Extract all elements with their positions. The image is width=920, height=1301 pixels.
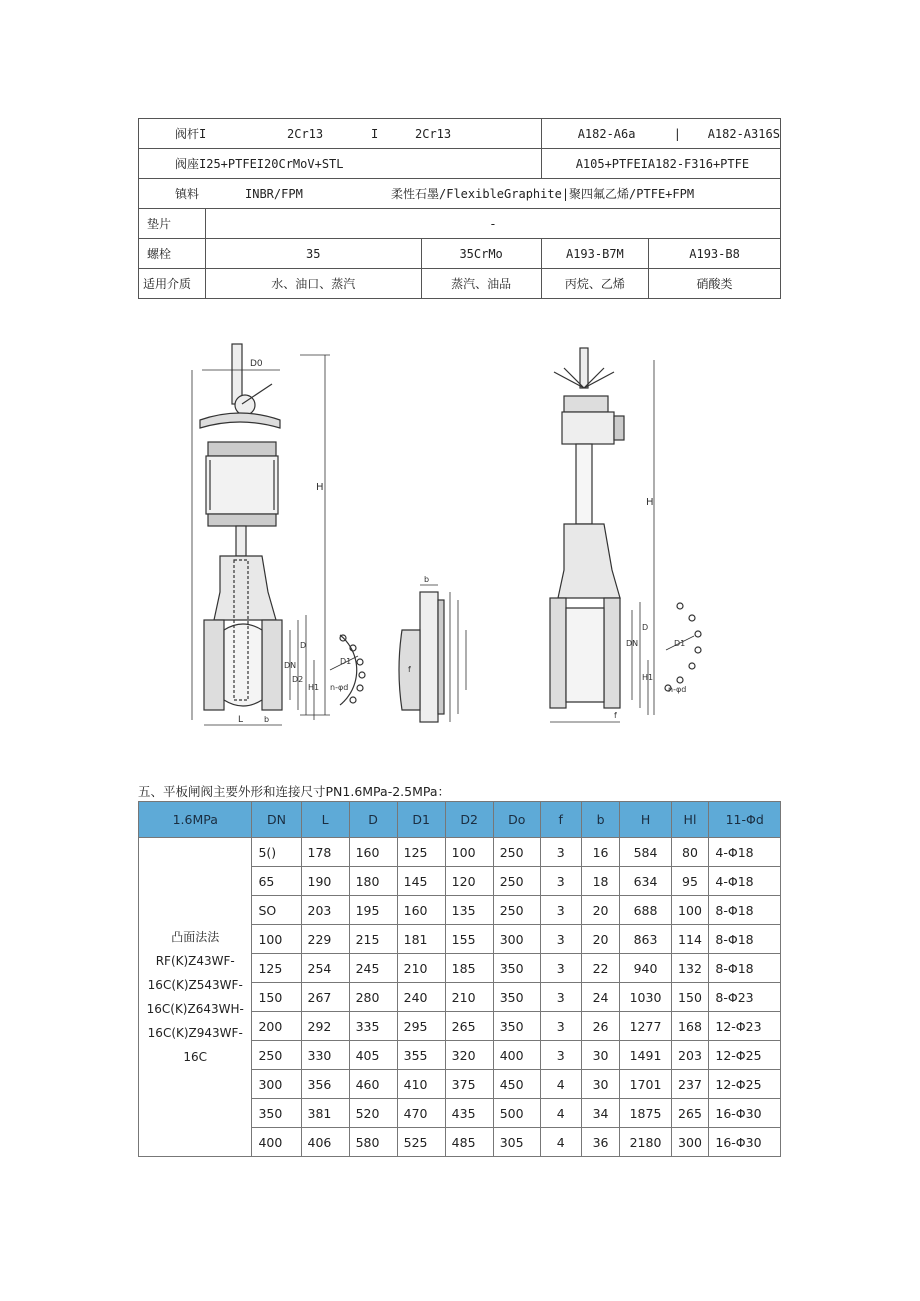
table-cell: 265 (671, 1099, 709, 1128)
header-dn: DN (252, 802, 301, 838)
table-cell: 300 (671, 1128, 709, 1157)
stem-separator: I (371, 126, 379, 141)
table-cell: 12-Φ25 (709, 1070, 781, 1099)
bolt-material-4: A193-B8 (689, 246, 740, 261)
table-cell: 100 (252, 925, 301, 954)
stem-left-cell (139, 119, 542, 149)
medium-cell-2 (421, 269, 541, 299)
table-cell: 4-Φ18 (709, 838, 781, 867)
table-cell: 3 (540, 838, 581, 867)
bolt-material-1: 35 (306, 246, 321, 261)
table-cell: 22 (581, 954, 620, 983)
model-line: 凸面法法 (171, 930, 220, 944)
table-cell: 16 (581, 838, 620, 867)
table-cell: 65 (252, 867, 301, 896)
table-cell: 20 (581, 925, 620, 954)
bolt-label-cell (139, 239, 206, 269)
header-d1: D1 (397, 802, 445, 838)
label-h: H (316, 482, 324, 493)
stem-material-3: A182-A6a (577, 126, 636, 141)
table-cell: 210 (445, 983, 493, 1012)
table-cell: 863 (620, 925, 671, 954)
table-cell: 26 (581, 1012, 620, 1041)
table-cell: 3 (540, 954, 581, 983)
table-cell: 355 (397, 1041, 445, 1070)
label-nd-electric: n-φd (668, 685, 687, 694)
table-cell: 335 (349, 1012, 397, 1041)
table-cell: SO (252, 896, 301, 925)
medium-value-3: 丙烷、乙烯 (564, 277, 625, 291)
bolt-label: 螺栓 (147, 247, 172, 261)
seat-label: 阀座I25+PTFEI20CrMoV+STL (175, 157, 344, 171)
table-cell: 203 (301, 896, 349, 925)
model-line: RF(K)Z43WF- (155, 954, 235, 968)
dimensions-table (138, 801, 781, 1157)
table-cell: 1701 (620, 1070, 671, 1099)
table-cell: 160 (349, 838, 397, 867)
table-cell: 688 (620, 896, 671, 925)
medium-value-4: 硝酸类 (696, 277, 733, 291)
table-cell: 584 (620, 838, 671, 867)
table-cell: 34 (581, 1099, 620, 1128)
table-cell: 80 (671, 838, 709, 867)
header-d: D (349, 802, 397, 838)
table-cell: 634 (620, 867, 671, 896)
label-d1-electric: D1 (674, 639, 686, 648)
table-cell: 181 (397, 925, 445, 954)
bolt-cell-1 (205, 239, 421, 269)
gasket-value: - (490, 216, 496, 231)
stem-row (139, 119, 781, 149)
table-cell: 203 (671, 1041, 709, 1070)
table-cell: 525 (397, 1128, 445, 1157)
table-cell: 405 (349, 1041, 397, 1070)
medium-label-cell (139, 269, 206, 299)
table-cell: 3 (540, 867, 581, 896)
table-cell: 350 (493, 983, 540, 1012)
header-b: b (581, 802, 620, 838)
label-d: D (300, 641, 307, 650)
table-cell: 1030 (620, 983, 671, 1012)
header-f: f (540, 802, 581, 838)
table-cell: 168 (671, 1012, 709, 1041)
table-cell: 8-Φ18 (709, 925, 781, 954)
table-cell: 320 (445, 1041, 493, 1070)
table-cell: 3 (540, 1041, 581, 1070)
stem-material-2: 2Cr13 (415, 126, 452, 141)
table-cell: 120 (445, 867, 493, 896)
filler-row (139, 179, 781, 209)
table-cell: 18 (581, 867, 620, 896)
table-cell: 135 (445, 896, 493, 925)
bolt-cell-3 (541, 239, 648, 269)
table-cell: 4 (540, 1128, 581, 1157)
medium-value-1: 水、油口、蒸汽 (271, 277, 356, 291)
table-cell: 940 (620, 954, 671, 983)
table-cell: 254 (301, 954, 349, 983)
table-cell: 250 (493, 838, 540, 867)
stem-right-cell (541, 119, 780, 149)
valve-drawing (180, 330, 720, 750)
header-h: H (620, 802, 671, 838)
table-cell: 8-Φ18 (709, 896, 781, 925)
label-b-side: b (424, 575, 430, 584)
table-cell: 95 (671, 867, 709, 896)
medium-row (139, 269, 781, 299)
table-cell: 178 (301, 838, 349, 867)
label-l: L (238, 715, 244, 725)
table-cell: 350 (252, 1099, 301, 1128)
table-cell: 145 (397, 867, 445, 896)
label-h1: H1 (308, 683, 320, 692)
table-cell: 8-Φ23 (709, 983, 781, 1012)
model-line: 16C(K)Z643WH- (146, 1002, 244, 1016)
table-cell: 1277 (620, 1012, 671, 1041)
table-cell: 237 (671, 1070, 709, 1099)
header-pressure: 1.6MPa (139, 802, 252, 838)
label-f-side: f (408, 665, 411, 674)
table-cell: 400 (493, 1041, 540, 1070)
table-cell: 520 (349, 1099, 397, 1128)
table-cell: 381 (301, 1099, 349, 1128)
table-cell: 450 (493, 1070, 540, 1099)
section-title: 五、平板闸阀主要外形和连接尺寸PN1.6MPa-2.5MPa： (138, 784, 451, 799)
flange-side-figure (399, 575, 466, 722)
table-cell: 114 (671, 925, 709, 954)
label-nd: n-φd (330, 683, 349, 692)
table-cell: 435 (445, 1099, 493, 1128)
header-l: L (301, 802, 349, 838)
table-cell: 300 (252, 1070, 301, 1099)
gasket-value-cell (205, 209, 780, 239)
table-cell: 16-Φ30 (709, 1099, 781, 1128)
medium-cell-4 (649, 269, 781, 299)
table-cell: 485 (445, 1128, 493, 1157)
medium-cell-3 (541, 269, 648, 299)
table-cell: 190 (301, 867, 349, 896)
seat-left-cell (139, 149, 542, 179)
table-cell: 460 (349, 1070, 397, 1099)
table-cell: 185 (445, 954, 493, 983)
stem-label: 阀杆I (175, 127, 207, 141)
table-cell: 350 (493, 954, 540, 983)
table-cell: 4 (540, 1099, 581, 1128)
table-cell: 125 (397, 838, 445, 867)
stem-material-4: A182-A316S (707, 126, 780, 141)
bolt-material-3: A193-B7M (565, 246, 624, 261)
bolt-cell-2 (421, 239, 541, 269)
table-cell: 267 (301, 983, 349, 1012)
bolt-row (139, 239, 781, 269)
table-cell: 150 (252, 983, 301, 1012)
header-h1: Hl (671, 802, 709, 838)
table-cell: 2180 (620, 1128, 671, 1157)
table-cell: 150 (671, 983, 709, 1012)
materials-table (138, 118, 781, 299)
table-row (139, 838, 781, 867)
table-cell: 125 (252, 954, 301, 983)
table-cell: 3 (540, 983, 581, 1012)
label-f-electric: f (614, 711, 617, 720)
table-cell: 250 (493, 867, 540, 896)
table-cell: 1875 (620, 1099, 671, 1128)
filler-material-2: 柔性石墨/FlexibleGraphite|聚四氟乙烯/PTFE+FPM (391, 187, 695, 201)
label-dn: DN (284, 661, 297, 670)
seat-right-cell (541, 149, 780, 179)
table-cell: 305 (493, 1128, 540, 1157)
stem-material-1: 2Cr13 (287, 126, 324, 141)
model-line: 16C(K)Z543WF- (147, 978, 243, 992)
table-cell: 20 (581, 896, 620, 925)
header-d2: D2 (445, 802, 493, 838)
table-cell: 4 (540, 1070, 581, 1099)
table-cell: 1491 (620, 1041, 671, 1070)
gasket-row (139, 209, 781, 239)
gasket-label-cell (139, 209, 206, 239)
table-cell: 180 (349, 867, 397, 896)
table-cell: 410 (397, 1070, 445, 1099)
electric-valve-figure (550, 348, 701, 722)
table-cell: 3 (540, 896, 581, 925)
table-cell: 200 (252, 1012, 301, 1041)
table-cell: 12-Φ23 (709, 1012, 781, 1041)
table-cell: 30 (581, 1070, 620, 1099)
table-cell: 12-Φ25 (709, 1041, 781, 1070)
table-cell: 132 (671, 954, 709, 983)
label-d0: D0 (250, 359, 263, 369)
table-cell: 195 (349, 896, 397, 925)
seat-material: A105+PTFEIA182-F316+PTFE (575, 156, 750, 171)
table-cell: 406 (301, 1128, 349, 1157)
table-cell: 100 (671, 896, 709, 925)
filler-material-1: INBR/FPM (245, 186, 303, 201)
table-cell: 356 (301, 1070, 349, 1099)
table-cell: 240 (397, 983, 445, 1012)
table-cell: 400 (252, 1128, 301, 1157)
table-cell: 265 (445, 1012, 493, 1041)
table-cell: 292 (301, 1012, 349, 1041)
table-cell: 30 (581, 1041, 620, 1070)
table-cell: 3 (540, 925, 581, 954)
table-cell: 580 (349, 1128, 397, 1157)
table-cell: 280 (349, 983, 397, 1012)
table-cell: 155 (445, 925, 493, 954)
table-cell: 5() (252, 838, 301, 867)
medium-cell-1 (205, 269, 421, 299)
table-cell: 250 (252, 1041, 301, 1070)
label-h-electric: H (646, 497, 654, 508)
table-cell: 375 (445, 1070, 493, 1099)
table-cell: 3 (540, 1012, 581, 1041)
table-cell: 100 (445, 838, 493, 867)
bolt-cell-4 (649, 239, 781, 269)
table-cell: 245 (349, 954, 397, 983)
model-line: 16C (183, 1050, 208, 1064)
table-cell: 8-Φ18 (709, 954, 781, 983)
label-b: b (264, 715, 270, 724)
header-nd: 11-Φd (709, 802, 781, 838)
table-cell: 4-Φ18 (709, 867, 781, 896)
medium-value-2: 蒸汽、油品 (451, 277, 512, 291)
table-cell: 160 (397, 896, 445, 925)
table-cell: 250 (493, 896, 540, 925)
model-line: 16C(K)Z943WF- (147, 1026, 243, 1040)
table-cell: 36 (581, 1128, 620, 1157)
header-do: Do (493, 802, 540, 838)
label-h1-electric: H1 (642, 673, 654, 682)
bolt-material-2: 35CrMo (459, 246, 503, 261)
gasket-label: 垫片 (147, 217, 172, 231)
table-cell: 24 (581, 983, 620, 1012)
table-cell: 330 (301, 1041, 349, 1070)
filler-cell (139, 179, 781, 209)
table-cell: 295 (397, 1012, 445, 1041)
label-d-electric: D (642, 623, 649, 632)
table-header-row (139, 802, 781, 838)
table-cell: 229 (301, 925, 349, 954)
filler-label: 镇料 (175, 187, 200, 201)
model-group-cell (139, 838, 252, 1157)
label-d2: D2 (292, 675, 304, 684)
table-cell: 350 (493, 1012, 540, 1041)
seat-row (139, 149, 781, 179)
table-cell: 470 (397, 1099, 445, 1128)
label-dn-electric: DN (626, 639, 639, 648)
table-cell: 300 (493, 925, 540, 954)
table-cell: 500 (493, 1099, 540, 1128)
stem-separator-2: | (673, 126, 681, 141)
table-cell: 210 (397, 954, 445, 983)
pneumatic-valve-figure (192, 344, 365, 725)
table-cell: 16-Φ30 (709, 1128, 781, 1157)
medium-label: 适用介质 (143, 277, 192, 291)
label-d1: D1 (340, 657, 352, 666)
table-cell: 215 (349, 925, 397, 954)
